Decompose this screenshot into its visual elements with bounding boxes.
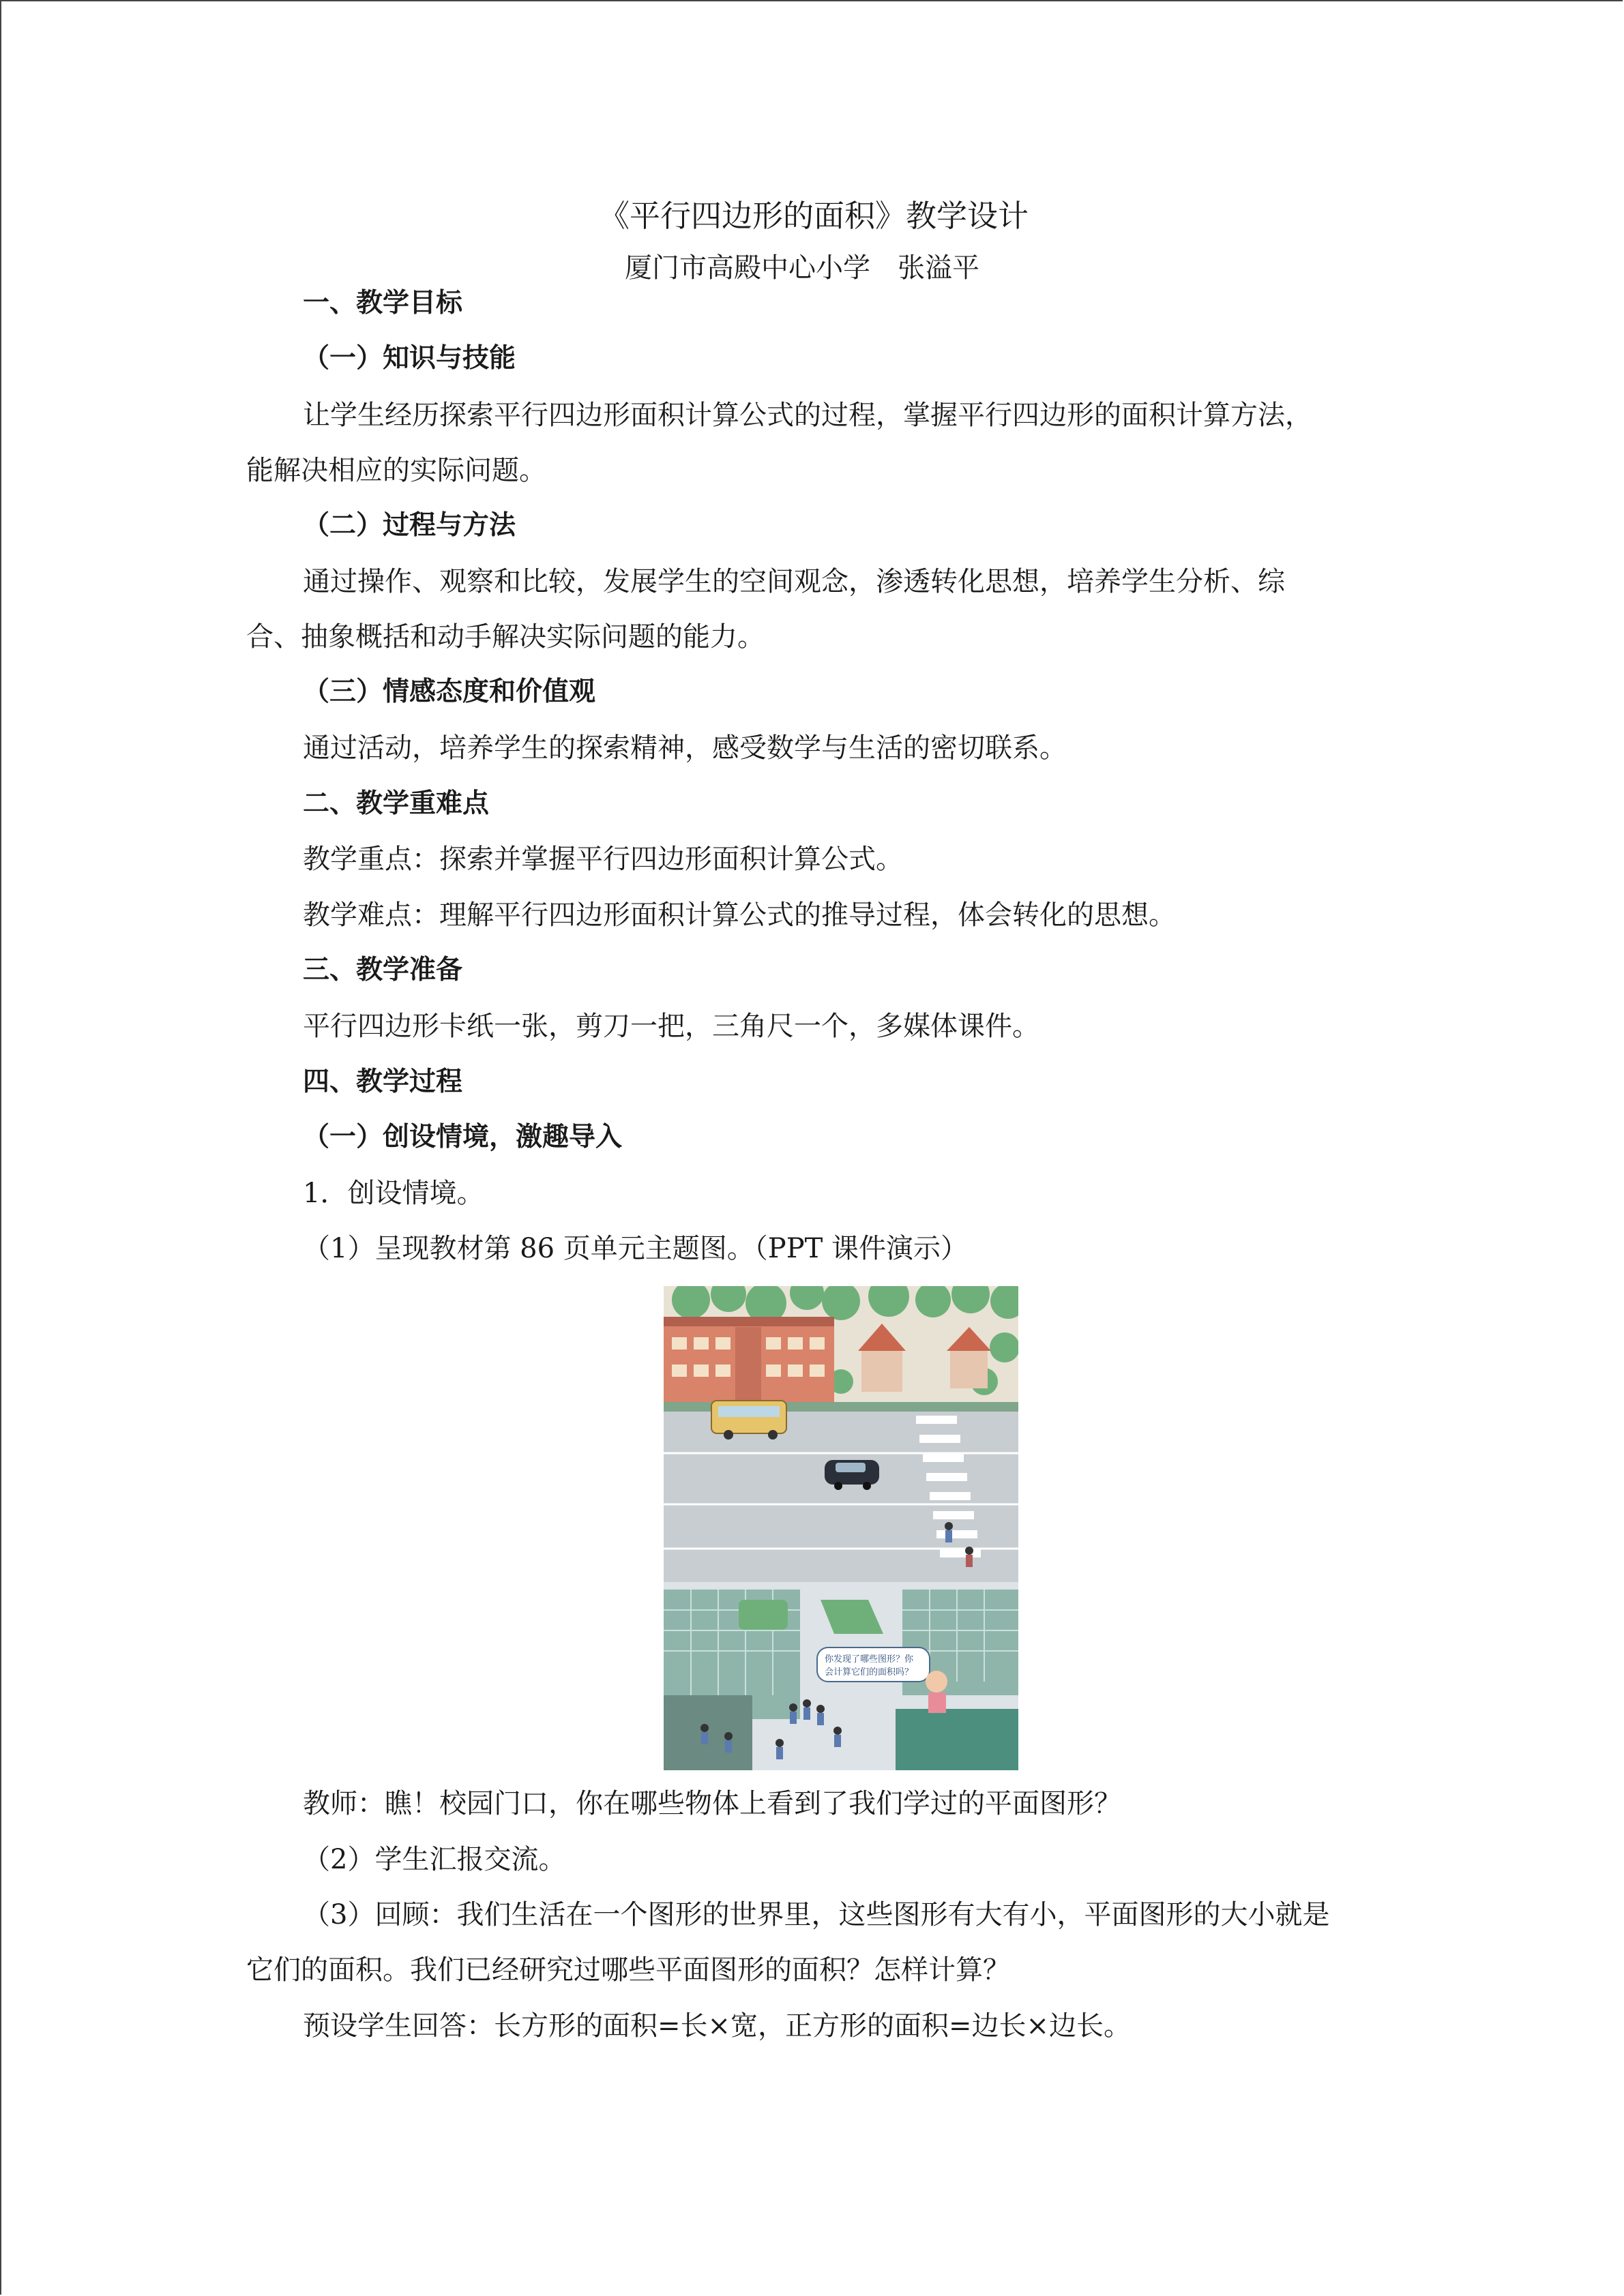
paragraph-step-1-3-a: （3）回顾：我们生活在一个图形的世界里，这些图形有大有小，平面图形的大小就是 xyxy=(303,1899,1330,1930)
section-heading-goals: 一、教学目标 xyxy=(303,288,463,318)
paragraph-knowledge-2: 能解决相应的实际问题。 xyxy=(246,455,546,486)
paragraph-step-1-3-b: 它们的面积。我们已经研究过哪些平面图形的面积？怎样计算？ xyxy=(246,1954,1010,1986)
speech-bubble-line-2: 会计算它们的面积吗？ xyxy=(825,1667,914,1678)
paragraph-attitude: 通过活动，培养学生的探索精神，感受数学与生活的密切联系。 xyxy=(303,732,1067,764)
paragraph-difficulty: 教学难点：理解平行四边形面积计算公式的推导过程，体会转化的思想。 xyxy=(303,899,1176,931)
paragraph-teacher-question: 教师：瞧！校园门口，你在哪些物体上看到了我们学过的平面图形？ xyxy=(303,1788,1121,1819)
subheading-process: （二）过程与方法 xyxy=(303,510,516,541)
paragraph-knowledge-1: 让学生经历探索平行四边形面积计算公式的过程，掌握平行四边形的面积计算方法， xyxy=(303,400,1312,431)
section-heading-key-points: 二、教学重难点 xyxy=(303,788,490,819)
document-subtitle: 厦门市高殿中心小学 张溢平 xyxy=(625,252,979,284)
paragraph-step-1-1: （1）呈现教材第 86 页单元主题图。（PPT 课件演示） xyxy=(303,1233,968,1264)
subheading-knowledge: （一）知识与技能 xyxy=(303,343,516,374)
section-heading-preparation: 三、教学准备 xyxy=(303,955,463,985)
paragraph-key-point: 教学重点：探索并掌握平行四边形面积计算公式。 xyxy=(303,844,903,875)
speech-bubble-line-1: 你发现了哪些图形？你 xyxy=(825,1654,914,1665)
section-heading-procedure: 四、教学过程 xyxy=(303,1067,463,1097)
paragraph-preparation: 平行四边形卡纸一张，剪刀一把，三角尺一个，多媒体课件。 xyxy=(303,1011,1039,1042)
subheading-introduction: （一）创设情境，激趣导入 xyxy=(303,1122,623,1152)
paragraph-process-1: 通过操作、观察和比较，发展学生的空间观念，渗透转化思想，培养学生分析、综 xyxy=(303,566,1285,597)
paragraph-expected-answer: 预设学生回答：长方形的面积=长×宽，正方形的面积=边长×边长。 xyxy=(303,2010,1132,2042)
paragraph-step-1-2: （2）学生汇报交流。 xyxy=(303,1844,566,1875)
textbook-theme-illustration xyxy=(664,1286,1018,1770)
paragraph-process-2: 合、抽象概括和动手解决实际问题的能力。 xyxy=(246,621,765,653)
document-title: 《平行四边形的面积》教学设计 xyxy=(599,198,1029,234)
subheading-attitude: （三）情感态度和价值观 xyxy=(303,676,596,707)
paragraph-step-1: 1．创设情境。 xyxy=(303,1178,484,1209)
